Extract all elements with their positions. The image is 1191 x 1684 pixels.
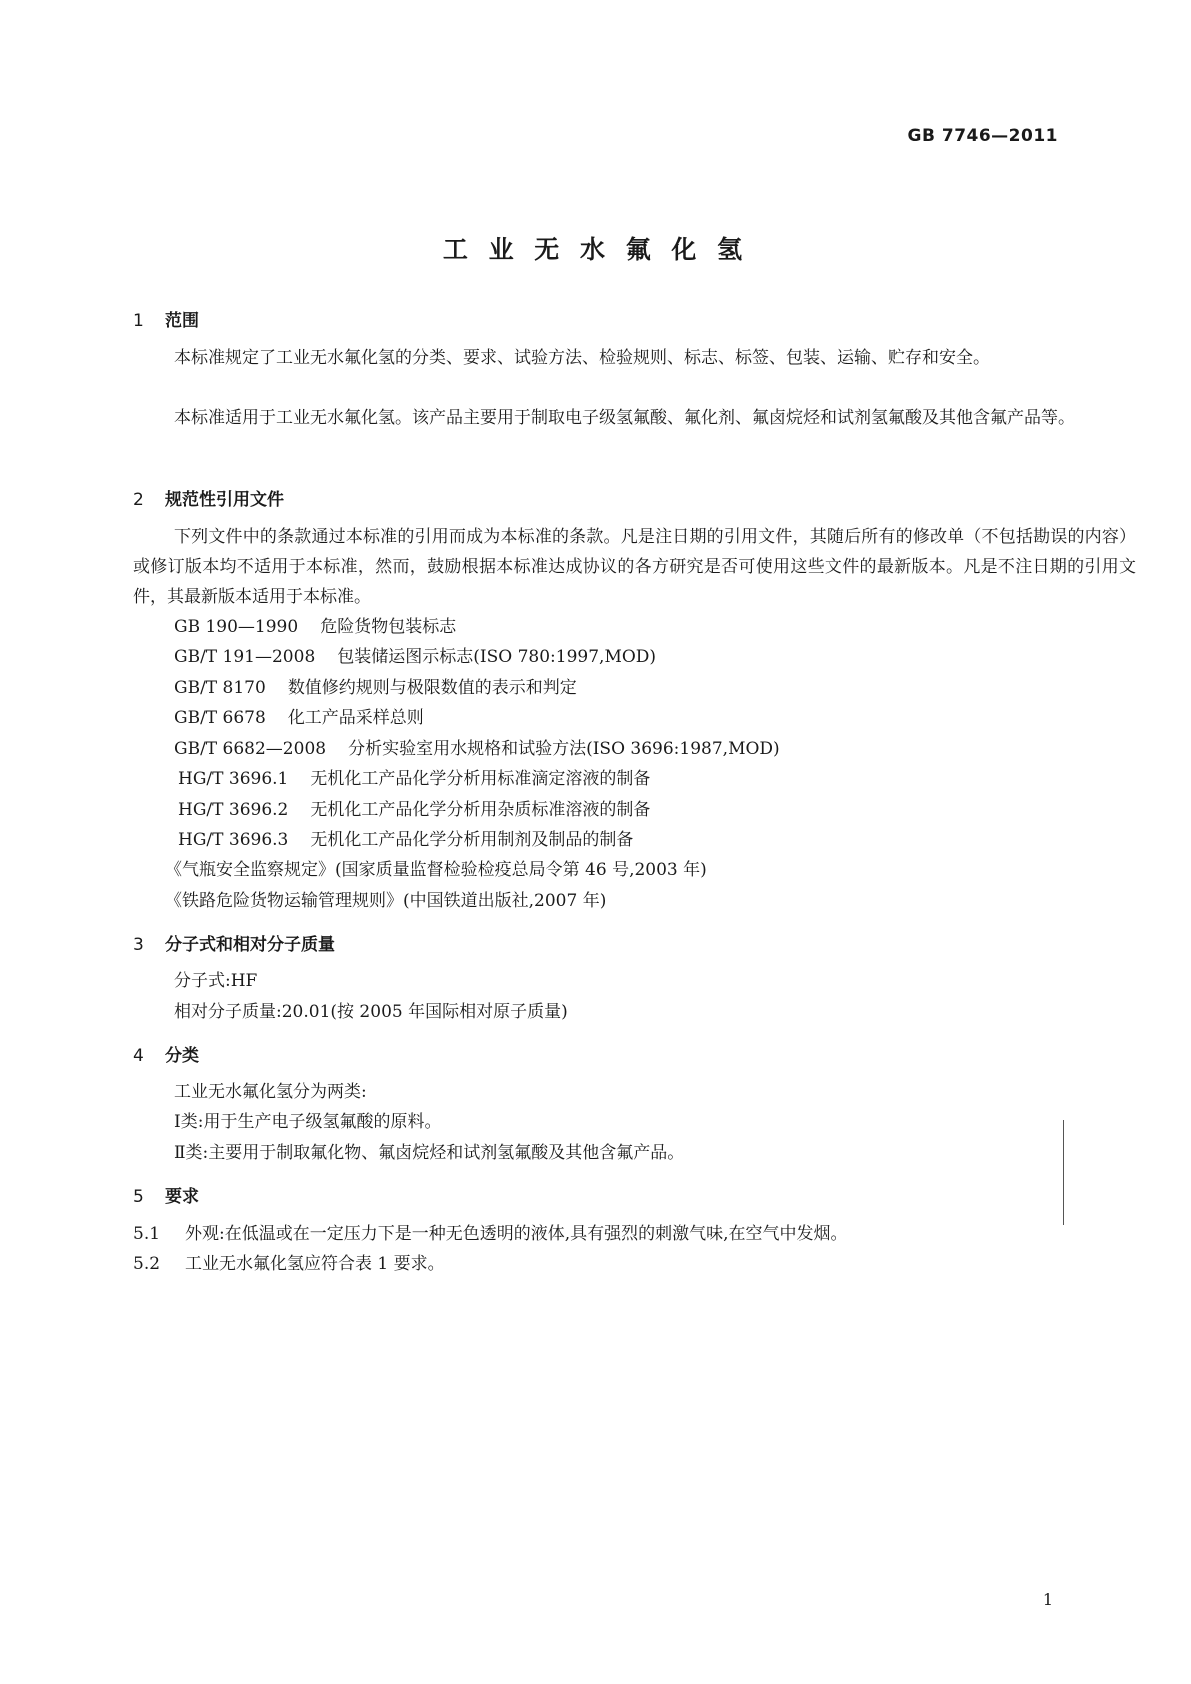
regulation-item: 《铁路危险货物运输管理规则》(中国铁道出版社,2007 年) [165, 891, 607, 911]
section-1-para-2: 本标准适用于工业无水氟化氢。该产品主要用于制取电子级氢氟酸、氟化剂、氟卤烷烃和试剂氢氟酸及其他含氟产品等。 [174, 408, 1075, 428]
reference-code: GB/T 6678 [174, 708, 266, 728]
section-number: 5 [133, 1187, 144, 1207]
reference-item [174, 612, 456, 642]
section-title: 分类 [165, 1046, 199, 1066]
relative-molecular-mass: 相对分子质量:20.01(按 2005 年国际相对原子质量) [174, 1002, 568, 1022]
reference-title: 分析实验室用水规格和试验方法(ISO 3696:1987,MOD) [348, 739, 780, 759]
clause-number: 5.2 [133, 1254, 161, 1274]
section-number: 4 [133, 1046, 144, 1066]
section-3-heading [133, 930, 335, 955]
standard-code: GB 7746—2011 [907, 126, 1058, 146]
section-title: 分子式和相对分子质量 [165, 935, 335, 955]
regulation-item: 《气瓶安全监察规定》(国家质量监督检验检疫总局令第 46 号,2003 年) [165, 860, 707, 880]
classification-type-1: Ⅰ类:用于生产电子级氢氟酸的原料。 [174, 1112, 442, 1132]
clause-text: 外观:在低温或在一定压力下是一种无色透明的液体,具有强烈的刺激气味,在空气中发烟。 [185, 1224, 848, 1244]
classification-intro: 工业无水氟化氢分为两类: [174, 1082, 367, 1102]
reference-item [174, 734, 780, 764]
reference-code: GB 190—1990 [174, 617, 299, 637]
reference-item [178, 825, 633, 855]
reference-title: 无机化工产品化学分析用制剂及制品的制备 [310, 830, 634, 850]
reference-code: GB/T 6682—2008 [174, 739, 327, 759]
section-number: 1 [133, 311, 144, 331]
section-number: 3 [133, 935, 144, 955]
section-4-heading [133, 1041, 199, 1066]
reference-code: GB/T 191—2008 [174, 647, 316, 667]
reference-code: HG/T 3696.1 [178, 769, 289, 789]
clause-number: 5.1 [133, 1224, 161, 1244]
section-2-heading [133, 485, 284, 510]
document-title: 工 业 无 水 氟 化 氢 [442, 235, 749, 264]
clause-5-1 [133, 1219, 848, 1249]
section-2-intro: 下列文件中的条款通过本标准的引用而成为本标准的条款。凡是注日期的引用文件，其随后所有的修改单（不包括勘误的内容）或修订版本均不适用于本标准，然而，鼓励根据本标准达成协议的各方研究是否可使用这些文件的最新版本。凡是不注日期的引用文件，其最新版本适用于本标准。 [133, 527, 1136, 607]
reference-title: 化工产品采样总则 [287, 708, 424, 728]
reference-code: HG/T 3696.3 [178, 830, 289, 850]
clause-5-2 [133, 1249, 445, 1279]
clause-text: 工业无水氟化氢应符合表 1 要求。 [185, 1254, 445, 1274]
section-title: 要求 [165, 1187, 199, 1207]
reference-title: 危险货物包装标志 [320, 617, 457, 637]
reference-item [178, 764, 650, 794]
reference-code: GB/T 8170 [174, 678, 266, 698]
reference-item [174, 703, 424, 733]
section-1-heading [133, 306, 199, 331]
reference-title: 无机化工产品化学分析用杂质标准溶液的制备 [310, 800, 651, 820]
section-title: 范围 [165, 311, 199, 331]
molecular-formula: 分子式:HF [174, 971, 258, 991]
reference-title: 数值修约规则与极限数值的表示和判定 [287, 678, 577, 698]
classification-type-2: Ⅱ类:主要用于制取氟化物、氟卤烷烃和试剂氢氟酸及其他含氟产品。 [174, 1143, 685, 1163]
reference-title: 无机化工产品化学分析用标准滴定溶液的制备 [310, 769, 651, 789]
section-number: 2 [133, 490, 144, 510]
reference-title: 包装储运图示标志(ISO 780:1997,MOD) [337, 647, 657, 667]
section-title: 规范性引用文件 [165, 490, 284, 510]
revision-bar [1063, 1120, 1064, 1225]
reference-code: HG/T 3696.2 [178, 800, 289, 820]
reference-item [174, 673, 577, 703]
section-1-para-1: 本标准规定了工业无水氟化氢的分类、要求、试验方法、检验规则、标志、标签、包装、运输、贮存和安全。 [174, 348, 990, 368]
reference-item [174, 642, 656, 672]
section-5-heading [133, 1182, 199, 1207]
reference-item [178, 795, 650, 825]
page-number: 1 [1042, 1590, 1053, 1609]
